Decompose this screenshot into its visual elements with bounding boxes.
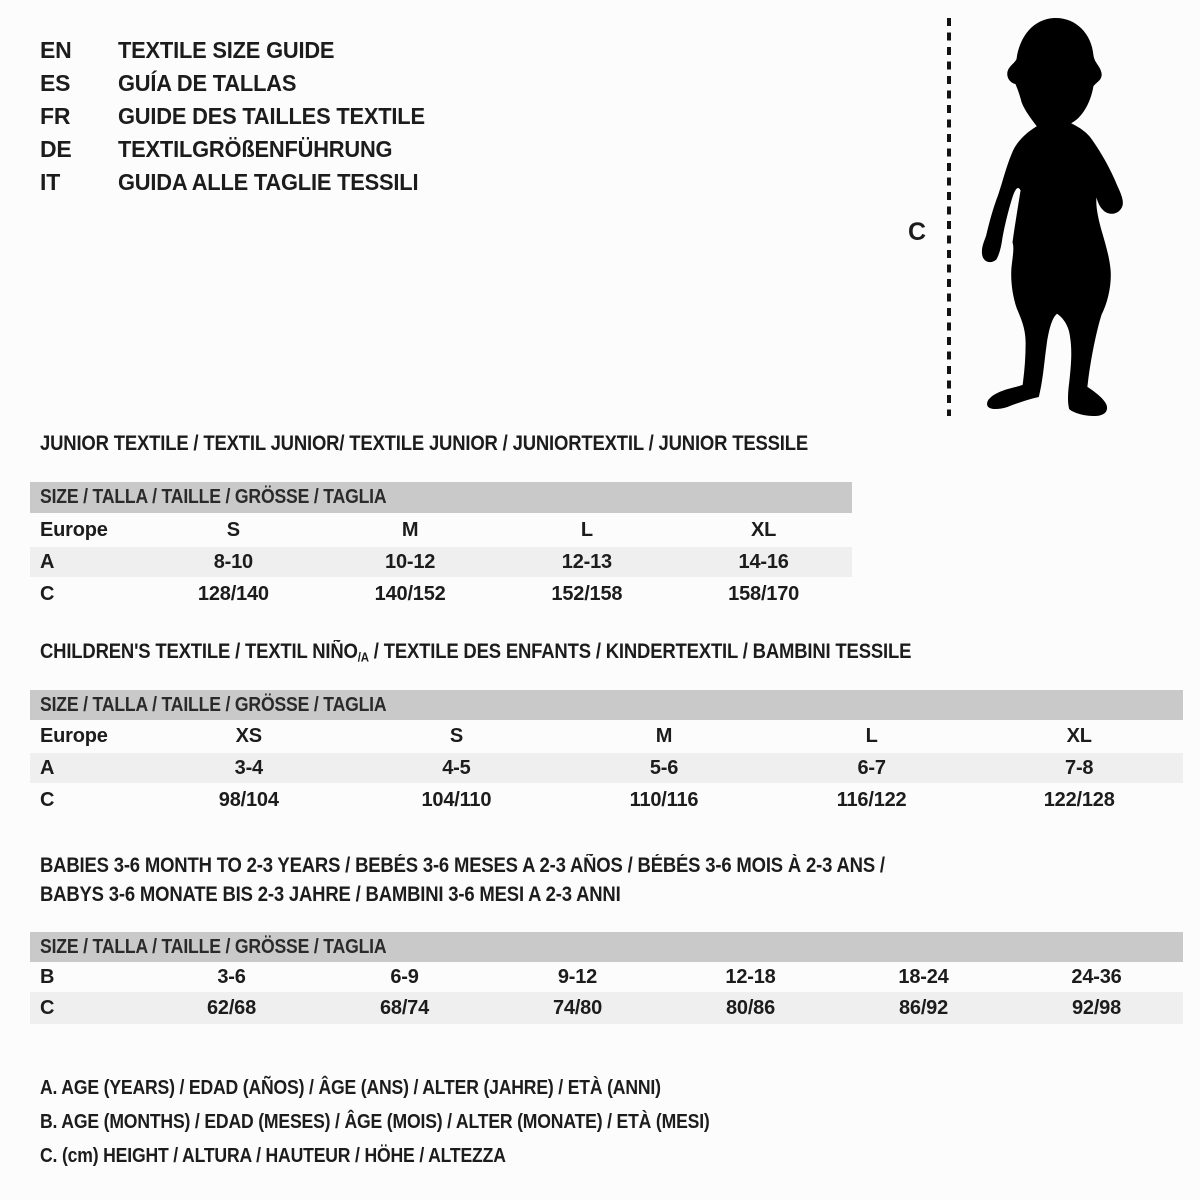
language-title: GUÍA DE TALLAS: [118, 70, 297, 96]
language-code: IT: [40, 169, 61, 195]
row-label: A: [40, 550, 55, 573]
babies-size-header-bar: [30, 932, 1183, 962]
size-column-header: L: [580, 518, 593, 541]
legend-line-a: [40, 1077, 745, 1100]
children-title-suffix: / TEXTILE DES ENFANTS / KINDERTEXTIL / BAMBINI TESSILE: [368, 640, 912, 663]
region-header: Europe: [40, 518, 108, 541]
junior-section-title-text: JUNIOR TEXTILE / TEXTIL JUNIOR/ TEXTILE JUNIOR / JUNIORTEXTIL / JUNIOR TESSILE: [40, 432, 809, 455]
row-label: C: [40, 996, 55, 1019]
height-value: 140/152: [374, 583, 446, 605]
size-column-header: XL: [1066, 725, 1092, 747]
size-column-header: M: [655, 725, 673, 747]
age-value: 4-5: [442, 756, 471, 779]
height-value: 116/122: [836, 789, 907, 811]
months-value: 24-36: [1071, 965, 1122, 988]
children-section-title-text: [40, 640, 911, 664]
language-code: ES: [40, 70, 71, 96]
junior-section-title: [40, 432, 913, 456]
age-value: 10-12: [385, 550, 436, 573]
row-label: C: [40, 583, 55, 605]
height-value: 122/128: [1043, 789, 1115, 811]
legend-line-b: [40, 1111, 801, 1134]
height-value: 68/74: [379, 996, 430, 1019]
babies-title-line1-text: BABIES 3-6 MONTH TO 2-3 YEARS / BEBÉS 3-6 MESES A 2-3 AÑOS / BÉBÉS 3-6 MOIS À 2-3 ANS /: [40, 854, 885, 877]
height-value: 110/116: [629, 789, 699, 811]
months-value: 12-18: [725, 965, 776, 988]
language-title: GUIDA ALLE TAGLIE TESSILI: [118, 169, 419, 195]
months-value: 3-6: [217, 965, 246, 988]
height-value: 80/86: [725, 996, 776, 1019]
region-header: Europe: [40, 725, 108, 747]
language-row: [40, 34, 346, 67]
size-column-header: M: [401, 518, 419, 541]
height-value: 128/140: [197, 583, 269, 605]
age-value: 5-6: [649, 756, 679, 779]
children-title-subscript: /A: [357, 649, 369, 665]
size-column-header: S: [449, 725, 463, 747]
size-column-header: XS: [235, 725, 262, 747]
babies-months-row: [30, 962, 1183, 992]
babies-title-line2-text: BABYS 3-6 MONATE BIS 2-3 JAHRE / BAMBINI 3-6 MESI A 2-3 ANNI: [40, 883, 621, 906]
children-height-row: [30, 783, 1183, 818]
babies-size-header-text: SIZE / TALLA / TAILLE / GRÖSSE / TAGLIA: [40, 935, 387, 958]
language-title: TEXTILGRÖßENFÜHRUNG: [118, 136, 393, 162]
junior-height-row: [30, 577, 852, 612]
junior-size-header-bar: [30, 482, 852, 513]
junior-size-header-text: SIZE / TALLA / TAILLE / GRÖSSE / TAGLIA: [40, 486, 387, 508]
age-value: 8-10: [213, 550, 253, 573]
size-column-header: XL: [751, 518, 777, 541]
legend-line-a-text: A. AGE (YEARS) / EDAD (AÑOS) / ÂGE (ANS) / ALTER (JAHRE) / ETÀ (ANNI): [40, 1077, 661, 1099]
toddler-silhouette-icon: [973, 14, 1140, 420]
height-measure-label: C: [908, 218, 926, 246]
children-column-header-row: [30, 720, 1183, 753]
language-code: DE: [40, 136, 72, 162]
size-column-header: S: [226, 518, 240, 541]
legend-line-c: [40, 1145, 569, 1168]
children-title-prefix: CHILDREN'S TEXTILE / TEXTIL NIÑO: [40, 640, 358, 663]
row-label: A: [40, 756, 55, 779]
language-code: FR: [40, 103, 71, 129]
language-row: [40, 166, 434, 199]
age-value: 12-13: [561, 550, 612, 573]
size-column-header: L: [865, 725, 878, 747]
language-title: GUIDE DES TAILLES TEXTILE: [118, 103, 425, 129]
babies-height-row: [30, 992, 1183, 1024]
babies-section-title-line1: [40, 854, 1000, 878]
height-value: 158/170: [728, 583, 800, 605]
language-code: EN: [40, 37, 72, 63]
height-value: 62/68: [206, 996, 257, 1019]
babies-section-title-line2: [40, 883, 700, 907]
children-age-row: [30, 753, 1183, 783]
language-row: [40, 67, 306, 100]
legend-line-b-text: B. AGE (MONTHS) / EDAD (MESES) / ÂGE (MOIS) / ALTER (MONATE) / ETÀ (MESI): [40, 1111, 710, 1133]
height-dashed-line: [944, 16, 954, 418]
children-section-title: [40, 640, 1030, 664]
junior-column-header-row: [30, 513, 852, 547]
children-size-header-bar: [30, 690, 1183, 720]
age-value: 7-8: [1065, 756, 1094, 779]
height-value: 92/98: [1071, 996, 1122, 1019]
junior-age-row: [30, 547, 852, 577]
age-value: 6-7: [857, 756, 886, 779]
age-value: 3-4: [234, 756, 263, 779]
legend-line-c-text: C. (cm) HEIGHT / ALTURA / HAUTEUR / HÖHE / ALTEZZA: [40, 1145, 506, 1167]
height-value: 74/80: [552, 996, 603, 1019]
months-value: 6-9: [390, 965, 419, 988]
months-value: 9-12: [557, 965, 598, 988]
row-label: C: [40, 789, 55, 811]
months-value: 18-24: [898, 965, 949, 988]
language-row: [40, 133, 407, 166]
age-value: 14-16: [738, 550, 789, 573]
language-title: TEXTILE SIZE GUIDE: [118, 37, 335, 63]
language-row: [40, 100, 441, 133]
height-value: 152/158: [551, 583, 623, 605]
height-value: 104/110: [421, 789, 492, 811]
height-value: 86/92: [898, 996, 949, 1019]
children-size-header-text: SIZE / TALLA / TAILLE / GRÖSSE / TAGLIA: [40, 693, 387, 716]
row-label: B: [40, 965, 55, 988]
height-value: 98/104: [218, 789, 279, 811]
